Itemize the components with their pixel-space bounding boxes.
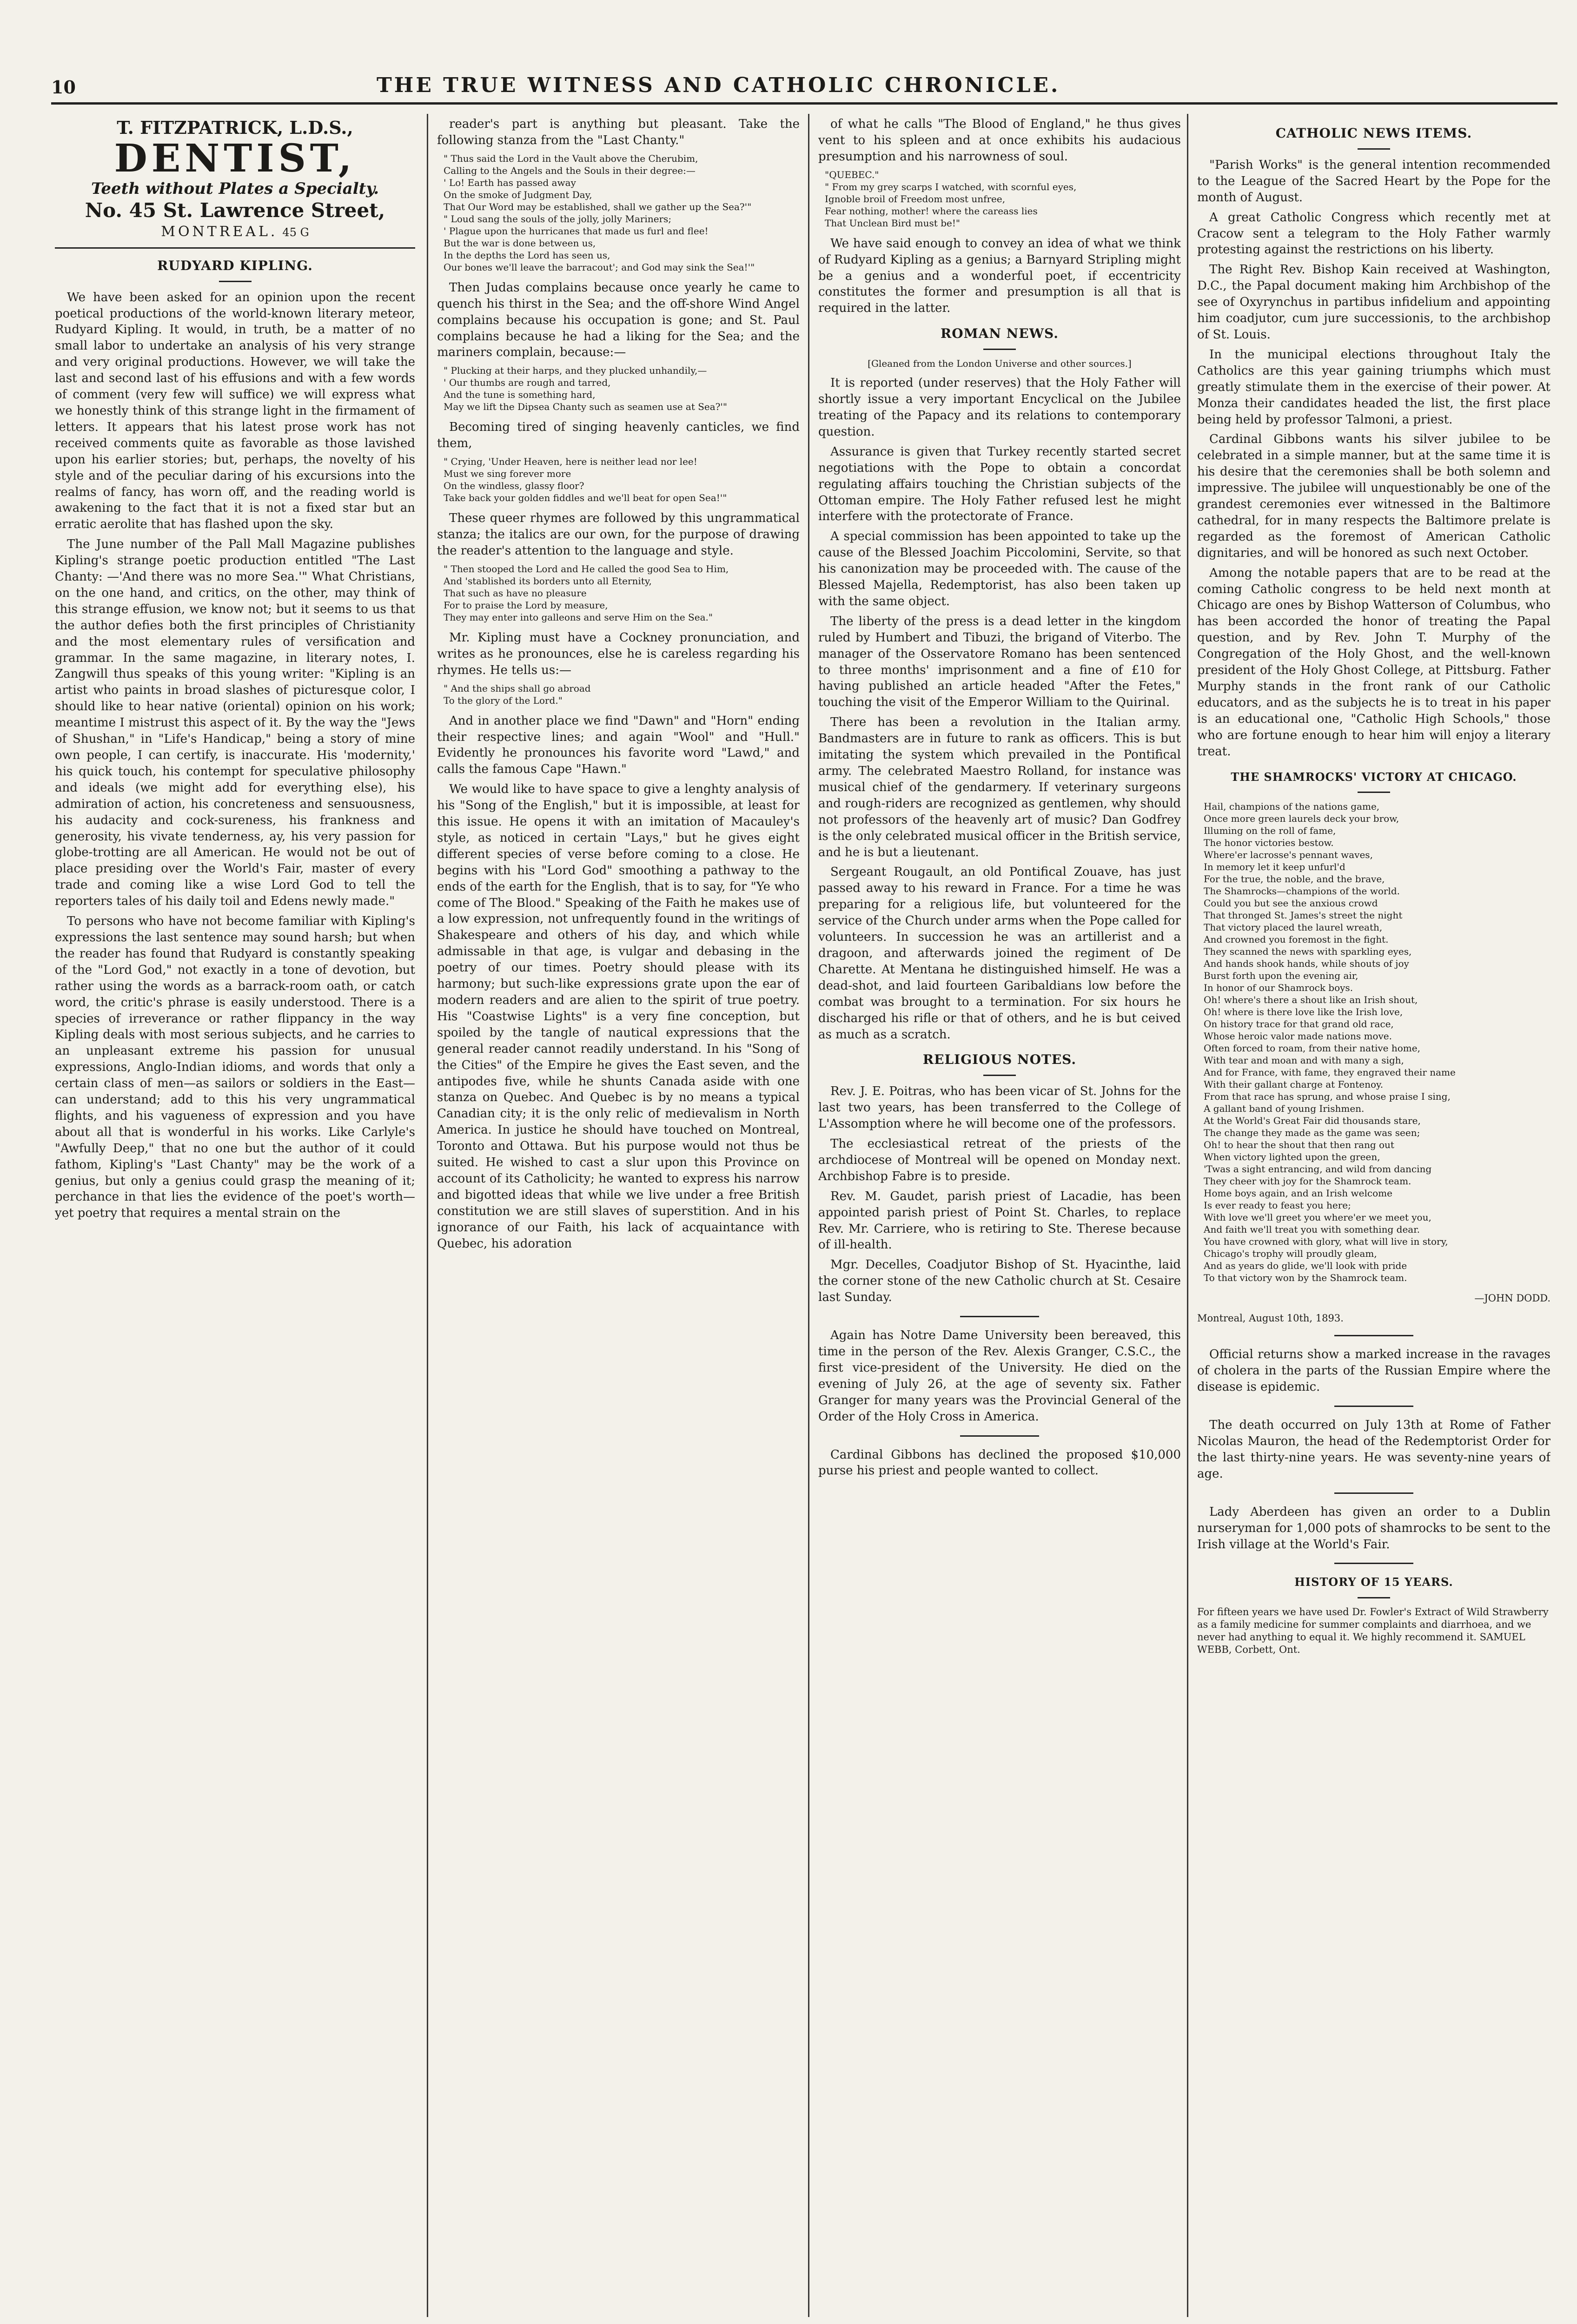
article-paragraph: Becoming tired of singing heavenly canticles, we find them, [437,420,800,451]
news-item: Official returns show a marked increase in the ravages of cholera in the parts of the Russian Empire where the disease is epidemic. [1197,1347,1550,1394]
poem-block [1204,800,1550,1284]
article-paragraph: These queer rhymes are followed by this ungrammatical stanza; the italics are our own, for the purpose of drawing the reader's attention to the language and style. [437,511,800,558]
verse-block [444,563,800,623]
verse-line: On the smoke of Judgment Day, [444,189,592,200]
article-paragraph: We have said enough to convey an idea of what we think of Rudyard Kipling as a genius; a Barnyard Stripling might be a genius and a wonderful poet, if eccentricity constitutes the former and presumption is all that is required in the latter. [818,236,1181,316]
verse-line: In the depths the Lord has seen us, [444,249,610,261]
verse-block [444,682,800,706]
advert-title: DENTIST, [114,136,356,181]
source-note: [Gleaned from the London Universe and other sources.] [868,358,1132,370]
section-divider [1334,1563,1413,1564]
verse-line: The honor victories bestow. [1204,837,1334,849]
verse-line: To the glory of the Lord." [444,694,563,706]
advert-text: For fifteen years we have used Dr. Fowler's Extract of Wild Strawberry as a family medicine for summer complaints and diarrhoea, and we never had anything to equal it. We highly recommend it. SAMUEL WEBB, Corbett, Ont. [1197,1606,1549,1656]
news-item: Cardinal Gibbons has declined the proposed $10,000 purse his priest and people wanted to collect. [818,1447,1181,1478]
news-item: The Right Rev. Bishop Kain received at Washington, D.C., the Papal document making him Archbishop of the see of Oxyrynchus in partibus infidelium and appointing him coadjutor, cum jure successionis, to the archbishop of St. Louis. [1197,263,1550,342]
verse-line: Once more green laurels deck your brow, [1204,813,1399,825]
verse-line: Oh! to hear the shout that then rang out [1204,1139,1394,1151]
verse-line: Hail, champions of the nations game, [1204,801,1380,812]
verse-line: Illuming on the roll of fame, [1204,825,1336,837]
verse-line: Ignoble broil of Freedom most unfree, [825,193,1006,205]
article-paragraph: Mr. Kipling must have a Cockney pronunciation, and writes as he pronounces, else he is careless regarding his rhymes. He tells us:— [437,630,800,677]
verse-line: With love we'll greet you where'er we meet you, [1204,1212,1431,1223]
verse-line: At the World's Great Fair did thousands stare, [1204,1115,1421,1127]
news-item: Assurance is given that Turkey recently started secret negotiations with the Pope to obtain a concordat regulating affairs touching the Christian subjects of the Ottoman empire. The Holy Father refused lest he might interfere with the protectorate of France. [818,444,1181,524]
verse-line: That victory placed the laurel wreath, [1204,922,1383,933]
verse-line: Chicago's trophy will proudly gleam, [1204,1248,1377,1260]
verse-line: Often forced to roam, from their native home, [1204,1043,1420,1054]
verse-block [444,456,800,504]
verse-line: When victory lighted upon the green, [1204,1151,1380,1163]
verse-block [444,364,800,413]
verse-line: Must we sing forever more [444,468,571,480]
verse-line: Burst forth upon the evening air, [1204,970,1358,982]
news-item: Mgr. Decelles, Coadjutor Bishop of St. Hyacinthe, laid the corner stone of the new Catholic church at St. Cesaire last Sunday. [818,1258,1181,1305]
news-item: The liberty of the press is a dead letter in the kingdom ruled by Humbert and Tibuzi, the brigand of Viterbo. The manager of the Osservatore Romano has been sentenced to three months' imprisonment and a fine of £10 for having published an article headed "After the Fetes," touching the visit of the Emperor William to the Quirinal. [818,614,1181,710]
masthead [51,33,1557,105]
verse-line: With tear and moan and with many a sigh, [1204,1055,1404,1066]
verse-line: And for France, with fame, they engraved their name [1204,1067,1456,1078]
verse-line: With their gallant charge at Fontenoy. [1204,1079,1384,1090]
verse-block [825,169,1181,229]
advert-heading: HISTORY OF 15 YEARS. [1197,1574,1550,1598]
verse-title: "QUEBEC." [825,169,879,180]
column-3 [818,116,1181,2319]
verse-line: You have crowned with glory, what will live in story, [1204,1236,1448,1248]
advert-tagline: Teeth without Plates a Specialty. [91,179,379,198]
news-item: A great Catholic Congress which recently met at Cracow sent a telegram to the Holy Father warmly protesting against the restrictions on his liberty. [1197,210,1550,257]
verse-line: That thronged St. James's street the night [1204,910,1403,921]
verse-line: Is ever ready to feast you here; [1204,1200,1351,1211]
section-heading: ROMAN NEWS. [818,326,1181,350]
section-divider [960,1435,1039,1437]
article-paragraph: To persons who have not become familiar with Kipling's expressions the last sentence may sound harsh; but when the reader has found that Rudyard is constantly speaking of the "Lord God," not exactly in a tone of devotion, but rather using the words as a barrack-room oath, or catch word, the critic's phrase is easily understood. There is a species of irreverance or rather flippancy in the way Kipling deals with most serious subjects, and he carries to an unpleasant extreme his passion for unusual expressions, Anglo-Indian idioms, and words that only a certain class of men—as sailors or soldiers in the East—can understand; add to this his very ungrammatical flights, and his vagueness of expression and you have about all that is wonderful in his works. Like Carlyle's "Awfully Deep," that no one but the author of it could fathom, Kipling's "Last Chanty" may be the work of a genius, but only a genius could grasp the meaning of it; perchance in that lies the evidence of the poet's worth—yet poetry that requires a mental strain on the [55,914,415,1221]
news-item: Again has Notre Dame University been bereaved, this time in the person of the Rev. Alexis Granger, C.S.C., the first vice-president of the University. He died on the evening of July 26, at the age of seventy six. Father Granger for many years was the Provincial General of the Order of the Holy Cross in America. [818,1328,1181,1424]
column-1 [55,116,415,2319]
verse-line: The Shamrocks—champions of the world. [1204,885,1400,897]
verse-line: A gallant band of young Irishmen. [1204,1103,1365,1115]
news-item: Rev. M. Gaudet, parish priest of Lacadie, has been appointed parish priest of Point St. Charles, to replace Rev. Mr. Carriere, who is retiring to Ste. Therese because of ill-health. [818,1189,1181,1252]
verse-line: To that victory won by the Shamrock team. [1204,1272,1407,1284]
news-item: Lady Aberdeen has given an order to a Dublin nurseryman for 1,000 pots of shamrocks to be sent to the Irish village at the World's Fair. [1197,1505,1550,1552]
dentist-advertisement [55,117,415,249]
article-paragraph: We have been asked for an opinion upon the recent poetical productions of the world-known literary meteor, Rudyard Kipling. It would, in truth, be a matter of no small labor to undertake an analysis of his very strange and very original productions. However, we will take the last and second last of his effusions and with a few words of comment (very few will suffice) we will express what we honestly think of this strange light in the firmament of letters. It appears that his latest prose work has not received comments quite as favorable as those lavished upon his earlier stories; but, perhaps, the novelty of his style and of the peculiar daring of his excursions into the realms of fancy, has worn off, and the reading world is awakening to the fact that it is not a fixed star but an erratic aerolite that has flashed upon the sky. [55,290,415,532]
verse-line: On history trace for that grand old race, [1204,1018,1394,1030]
verse-line: Whose heroic valor made nations move. [1204,1030,1392,1042]
verse-line: Oh! where's there a shout like an Irish shout, [1204,994,1418,1006]
article-paragraph: And in another place we find "Dawn" and "Horn" ending their respective lines; and again "Wool" and "Hull." Evidently he pronounces his favorite word "Lawd," and calls the famous Cape "Hawn." [437,713,800,777]
news-item: It is reported (under reserves) that the Holy Father will shortly issue a very important Encyclical on the Jubilee treating of the Papacy and its relations to contemporary question. [818,376,1181,439]
news-item: The death occurred on July 13th at Rome of Father Nicolas Mauron, the head of the Redemptorist Order for the last thirty-nine years. He was seventy-nine years of age. [1197,1418,1550,1481]
poem-author: —JOHN DODD. [1474,1293,1550,1304]
poem-heading: THE SHAMROCKS' VICTORY AT CHICAGO. [1197,769,1550,793]
verse-line: But the war is done between us, [444,237,596,249]
verse-line: And hands shook hands, while shouts of joy [1204,958,1409,970]
news-item: There has been a revolution in the Italian army. Bandmasters are in future to rank as officers. This is but imitating the system which prevailed in the Pontifical army. The celebrated Maestro Rolland, for instance was musical chief of the gendarmery. If veterinary surgeons and rough-riders are recognized as gentlemen, why should not professors of the heavenly art of music? Dan Godfrey is the only celebrated musical officer in the British service, and he is but a lieutenant. [818,715,1181,859]
verse-line: That Our Word may be established, shall we gather up the Sea?'" [444,201,752,212]
article-heading: RUDYARD KIPLING. [55,258,415,282]
news-item: The ecclesiastical retreat of the priests of the archdiocese of Montreal will be opened on Monday next. Archbishop Fabre is to preside. [818,1137,1181,1183]
article-paragraph: of what he calls "The Blood of England," he thus gives vent to his spleen and at once exhibits his audacious presumption and his narrowness of soul. [818,117,1181,164]
verse-line: Where'er lacrosse's pennant waves, [1204,849,1373,861]
verse-line: " And the ships shall go abroad [444,682,591,694]
column-rule [427,114,428,2317]
verse-line: The change they made as the game was seen; [1204,1127,1420,1139]
verse-line: In honor of our Shamrock boys. [1204,982,1353,994]
news-item: Rev. J. E. Poitras, who has been vicar of St. Johns for the last two years, has been transferred to the College of L'Assomption where he will become one of the professors. [818,1084,1181,1131]
verse-line: Could you but see the anxious crowd [1204,898,1378,909]
advert-name: T. FITZPATRICK, L.D.S., [117,117,353,138]
section-divider [1334,1406,1413,1407]
news-item: "Parish Works" is the general intention recommended to the League of the Sacred Heart by the Pope for the month of August. [1197,158,1550,205]
verse-line: " From my grey scarps I watched, with scornful eyes, [825,181,1077,192]
article-paragraph: The June number of the Pall Mall Magazine publishes Kipling's strange poetic production entitled "The Last Chanty: —'And there was no more Sea.'" What Christians, on the one hand, and critics, on the other, may think of this strange effusion, we know not; but it seems to us that the author defies both the first principles of Christianity and the most elementary rules of versification and grammar. In the same magazine, in literary notes, I. Zangwill thus speaks of this young writer: "Kipling is an artist who paints in broad slashes of picturesque color, I should like to hear native (oriental) opinion on his work; meantime I mistrust this aspect of it. By the way the "Jews of Shushan," in "Life's Handicap," being a story of mine own people, I can certify, is inaccurate. His 'modernity,' his quick touch, his contempt for speculative philosophy and ideals (we might add for everything else), his admiration of action, his concreteness and sensuousness, his audacity and cock-sureness, his frankness and generosity, his vivate tenderness, ay, his very passion for globe-trotting are all American. He would not be out of place presiding over the World's Fair, master of every trade and coming like a wise Lord God to tell the reporters tales of his daily toil and Edens newly made." [55,537,415,909]
verse-line: Our bones we'll leave the barracout'; and God may sink the Sea!'" [444,261,755,273]
section-divider [1334,1335,1413,1336]
column-rule [1187,114,1188,2317]
verse-block [444,152,800,273]
verse-line: ' Lo! Earth has passed away [444,177,576,188]
verse-line: And 'stablished its borders unto all Eternity, [444,575,652,587]
verse-line: They may enter into galleons and serve Him on the Sea." [444,611,713,623]
verse-line: And faith we'll treat you with something dear. [1204,1224,1420,1235]
verse-line: " Loud sang the souls of the jolly, jolly Mariners; [444,213,672,224]
verse-line: ' Plague upon the hurricanes that made us furl and flee! [444,225,709,237]
column-4 [1197,116,1550,2319]
verse-line: And crowned you foremost in the fight. [1204,934,1389,945]
article-paragraph: Then Judas complains because once yearly he came to quench his thirst in the Sea; and the off-shore Wind Angel complains because his occupation is gone; and St. Paul complains because he had a liking for the Sea; and the mariners complain, because:— [437,280,800,360]
verse-line: On the windless, glassy floor? [444,480,584,492]
column-rule [808,114,809,2317]
verse-line: That such as have no pleasure [444,587,587,599]
verse-line: May we lift the Dipsea Chanty such as seamen use at Sea?'" [444,401,728,413]
verse-line: They scanned the news with sparkling eyes, [1204,946,1412,957]
section-divider [1334,1492,1413,1494]
article-paragraph: reader's part is anything but pleasant. Take the following stanza from the "Last Chanty." [437,117,800,147]
news-item: A special commission has been appointed to take up the cause of the Blessed Joachim Piccolomini, Servite, so that his canonization may be proceeded with. The cause of the Blessed Majella, Redemptorist, has also been taken up with the same object. [818,529,1181,608]
poem-dateline: Montreal, August 10th, 1893. [1197,1313,1344,1324]
verse-line: Fear nothing, mother! where the careass lies [825,205,1038,217]
verse-line: From that race has sprung, and whose praise I sing, [1204,1091,1451,1103]
section-heading: CATHOLIC NEWS ITEMS. [1197,125,1550,150]
column-2 [437,116,800,2319]
section-divider [960,1316,1039,1317]
verse-line: " Then stooped the Lord and He called the good Sea to Him, [444,563,729,574]
verse-line: For to praise the Lord by measure, [444,599,608,611]
verse-line: ' Our thumbs are rough and tarred, [444,377,611,389]
verse-line: In memory let it keep unfurl'd [1204,861,1345,873]
article-paragraph: We would like to have space to give a lenghty analysis of his "Song of the English," but it is impossible, at least for this issue. He opens it with an imitation of Macauley's style, as noticed in certain "Lays," but he gives eight different species of verse before coming to a close. He begins with his "Lord God" smoothing a pathway to the ends of the earth for the English, that is to say, for "Ye who come of The Blood." Speaking of the Faith he makes use of a low expression, not unfrequently found in the writings of Shakespeare and others of his day, and which while admissable in that age, is vulgar and debasing in the poetry of our times. Poetry should please with its harmony; but such-like expressions grate upon the ear of modern readers and are alien to the spirit of true poetry. His "Coastwise Lights" is a very fine conception, but spoiled by the tangle of nautical expressions that the general reader cannot readily understand. In his "Song of the Cities" of the Empire he gives the East seven, and the antipodes five, while he shunts Canada aside with one stanza on Quebec. And Quebec is by no means a typical Canadian city; it is the only relic of medievalism in North America. In justice he should have touched on Montreal, Toronto and Ottawa. But his purpose would not thus be suited. He wished to cast a slur upon this Province on account of its Catholicity; he wanted to express his narrow and bigotted ideas that while we live under a free British constitution we are still slaves of superstition. And in his ignorance of our Faith, his lack of acquaintance with Quebec, his adoration [437,782,800,1251]
newspaper-title: THE TRUE WITNESS AND CATHOLIC CHRONICLE. [377,73,1060,97]
news-item: Cardinal Gibbons wants his silver jubilee to be celebrated in a simple manner, but at the same time it is his desire that the ceremonies shall be both solemn and impressive. The jubilee will unquestionably be one of the grandest ceremonies ever witnessed in the Baltimore cathedral, for in many respects the Baltimore prelate is regarded as the foremost of American Catholic dignitaries, and will be honored as such next October. [1197,432,1550,560]
section-heading: RELIGIOUS NOTES. [818,1052,1181,1076]
verse-line: Calling to the Angels and the Souls in their degree:— [444,165,696,176]
verse-line: 'Twas a sight entrancing, and wild from dancing [1204,1163,1432,1175]
verse-line: " Plucking at their harps, and they plucked unhandily,— [444,365,707,376]
verse-line: " Crying, 'Under Heaven, here is neither lead nor lee! [444,456,697,468]
verse-line: And as years do glide, we'll look with pride [1204,1260,1407,1272]
advert-address: No. 45 St. Lawrence Street, [85,198,385,222]
verse-line: That Unclean Bird must be!" [825,217,961,229]
page-number: 10 [51,77,76,98]
advert-city: MONTREAL. [161,223,278,240]
verse-line: Home boys again, and an Irish welcome [1204,1188,1392,1199]
news-item: In the municipal elections throughout Italy the Catholics are this year gaining triumphs which must greatly stimulate them in the exercise of their power. At Monza their candidates headed the list, the first place being held by professor Talmoni, a priest. [1197,347,1550,427]
verse-line: They cheer with joy for the Shamrock team. [1204,1175,1411,1187]
verse-line: And the tune is something hard, [444,389,596,401]
verse-line: Take back your golden fiddles and we'll beat for open Sea!'" [444,492,727,504]
verse-line: For the true, the noble, and the brave, [1204,873,1385,885]
advert-code: 45 G [282,225,309,239]
verse-line: Oh! where is there love like the Irish love, [1204,1006,1403,1018]
verse-line: " Thus said the Lord in the Vault above the Cherubim, [444,152,698,164]
news-item: Among the notable papers that are to be read at the coming Catholic congress to be held next month at Chicago are ones by Bishop Watterson of Columbus, who has been accorded the honor of treating the Papal question, and by Rev. John T. Murphy of the Congregation of the Holy Ghost, and the well-known president of the Holy Ghost College, at Pittsburg. Father Murphy stands in the front rank of our Catholic educators, and as the subjects he is to treat in his paper is an educational one, "Catholic High Schools," those who are fortune enough to hear him will enjoy a literary treat. [1197,566,1550,759]
news-item: Sergeant Rougault, an old Pontifical Zouave, has just passed away to his reward in France. For a time he was preparing for a religious life, but volunteered for the service of the Church under arms when the Pope called for volunteers. In succession he was an artillerist and a dragoon, and afterwards joined the regiment of De Charette. At Mentana he distinguished himself. He was a dead-shot, and laid fourteen Garibaldians low before the combat was brought to a termination. For six hours he discharged his rifle or that of others, and he is but ceived as much as a scratch. [818,865,1181,1042]
